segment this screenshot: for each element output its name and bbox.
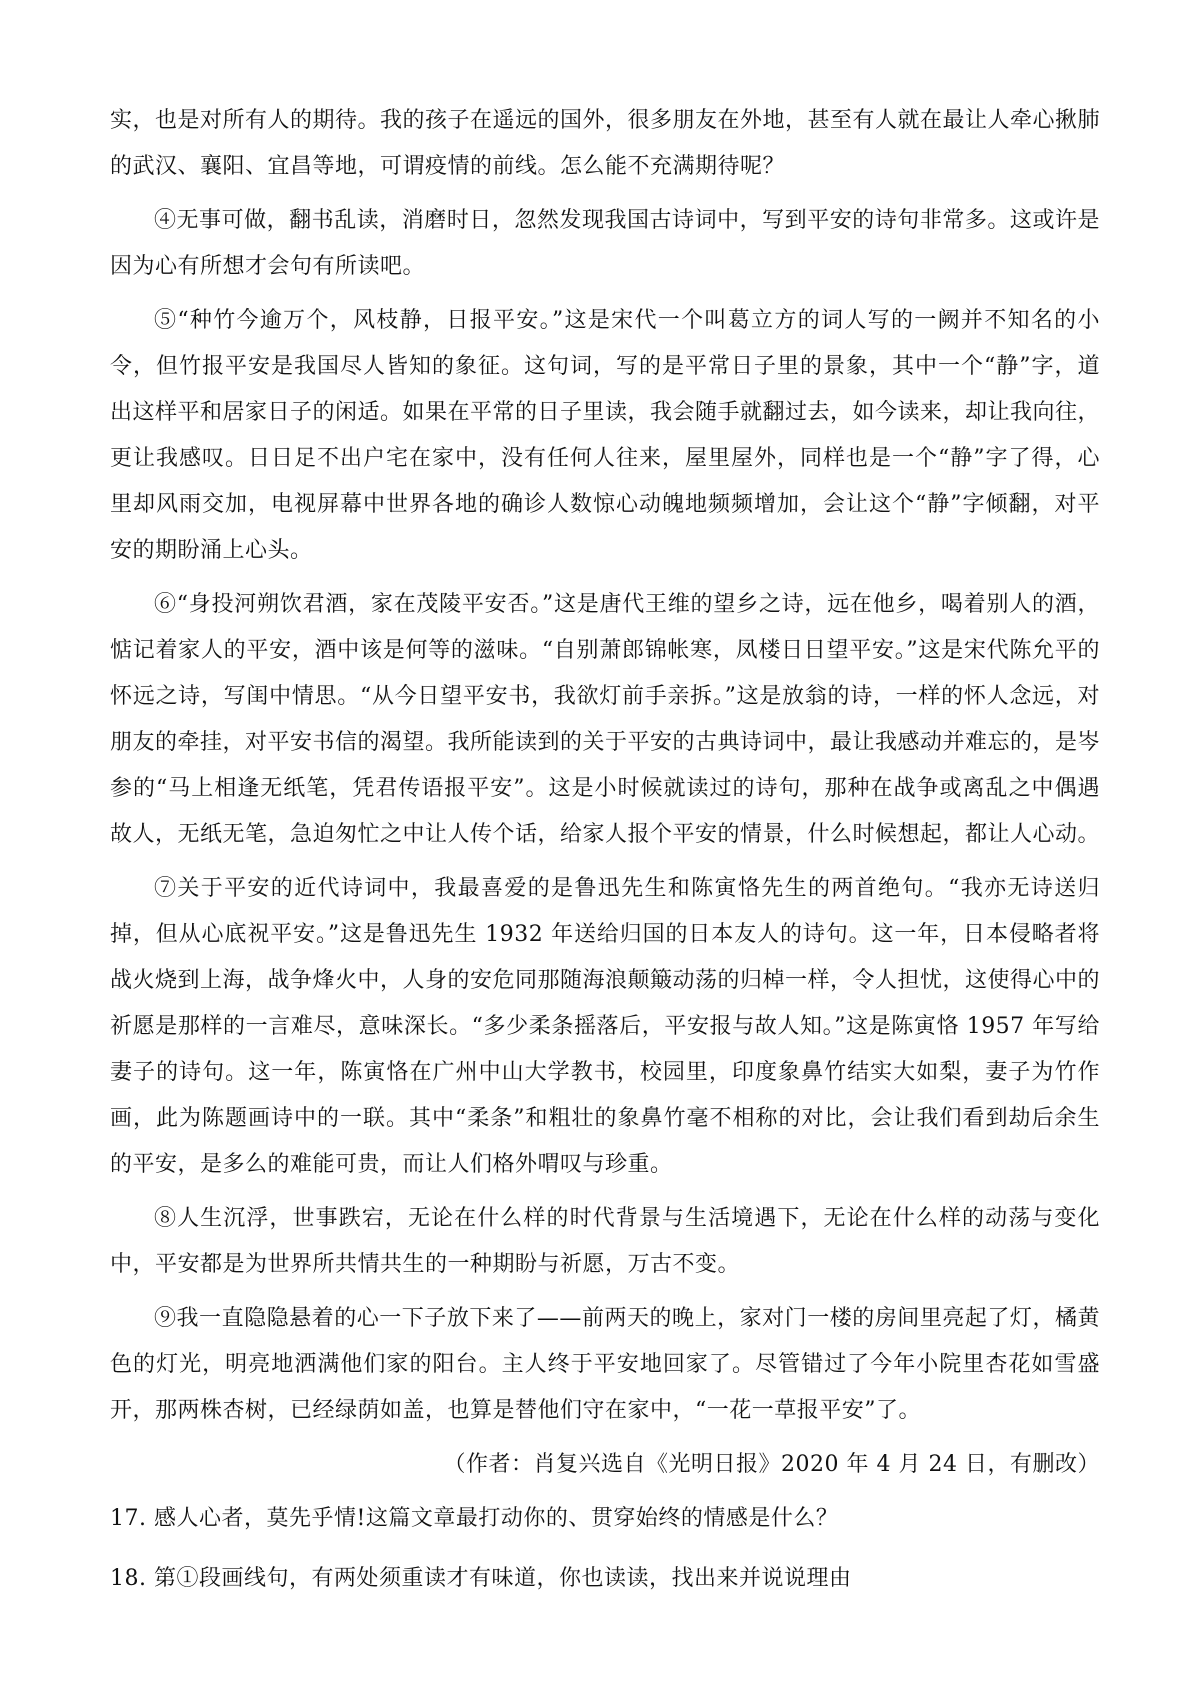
paragraph-6: ⑥“身投河朔饮君酒，家在茂陵平安否。”这是唐代王维的望乡之诗，远在他乡，喝着别人的酒，惦记着家人的平安，酒中该是何等的滋味。“自别萧郎锦帐寒，凤楼日日望平安。”这是宋代陈允平的怀远之诗，写闺中情思。“从今日望平安书，我欲灯前手亲拆。”这是放翁的诗，一样的怀人念远，对朋友的牵挂，对平安书信的渴望。我所能读到的关于平安的古典诗词中，最让我感动并难忘的，是岑参的“马上相逢无纸笔，凭君传语报平安”。这是小时候就读过的诗句，那种在战争或离乱之中偶遇故人，无纸无笔，急迫匆忙之中让人传个话，给家人报个平安的情景，什么时候想起，都让人心动。 [110, 592, 1101, 847]
paragraph-7: ⑦关于平安的近代诗词中，我最喜爱的是鲁迅先生和陈寅恪先生的两首绝句。“我亦无诗送归掉，但从心底祝平安。”这是鲁迅先生 1932 年送给归国的日本友人的诗句。这一年，日本侵略者将战火烧到上海，战争烽火中，人身的安危同那随海浪颠簸动荡的归棹一样，令人担忧，这使得心中的祈愿是那样的一言难尽，意味深长。“多少柔条摇落后，平安报与故人知。”这是陈寅恪 1957 年写给妻子的诗句。这一年，陈寅恪在广州中山大学教书，校园里，印度象鼻竹结实大如梨，妻子为竹作画，此为陈题画诗中的一联。其中“柔条”和粗壮的象鼻竹毫不相称的对比，会让我们看到劫后余生的平安，是多么的难能可贵，而让人们格外喟叹与珍重。 [110, 876, 1101, 1177]
source-citation: （作者：肖复兴选自《光明日报》2020 年 4 月 24 日，有删改） [443, 1452, 1100, 1477]
question-18: 18. 第①段画线句，有两处须重读才有味道，你也读读，找出来并说说理由 [110, 1566, 852, 1591]
question-17: 17. 感人心者，莫先乎情!这篇文章最打动你的、贯穿始终的情感是什么？ [110, 1506, 839, 1531]
document-page [110, 98, 1100, 1616]
paragraph-9: ⑨我一直隐隐悬着的心一下子放下来了——前两天的晚上，家对门一楼的房间里亮起了灯，橘黄色的灯光，明亮地洒满他们家的阳台。主人终于平安地回家了。尽管错过了今年小院里杏花如雪盛开，那两株杏树，已经绿荫如盖，也算是替他们守在家中，“一花一草报平安”了。 [110, 1306, 1100, 1423]
paragraph-8: ⑧人生沉浮，世事跌宕，无论在什么样的时代背景与生活境遇下，无论在什么样的动荡与变化中，平安都是为世界所共情共生的一种期盼与祈愿，万古不变。 [110, 1206, 1100, 1277]
paragraph-continued: 实，也是对所有人的期待。我的孩子在遥远的国外，很多朋友在外地，甚至有人就在最让人牵心揪肺的武汉、襄阳、宜昌等地，可谓疫情的前线。怎么能不充满期待呢？ [110, 108, 1101, 179]
paragraph-5: ⑤“种竹今逾万个，风枝静，日报平安。”这是宋代一个叫葛立方的词人写的一阙并不知名的小令，但竹报平安是我国尽人皆知的象征。这句词，写的是平常日子里的景象，其中一个“静”字，道出这样平和居家日子的闲适。如果在平常的日子里读，我会随手就翻过去，如今读来，却让我向往，更让我感叹。日日足不出户宅在家中，没有任何人往来，屋里屋外，同样也是一个“静”字了得，心里却风雨交加，电视屏幕中世界各地的确诊人数惊心动魄地频频增加，会让这个“静”字倾翻，对平安的期盼涌上心头。 [110, 308, 1101, 563]
paragraph-4: ④无事可做，翻书乱读，消磨时日，忽然发现我国古诗词中，写到平安的诗句非常多。这或许是因为心有所想才会句有所读吧。 [110, 208, 1100, 279]
